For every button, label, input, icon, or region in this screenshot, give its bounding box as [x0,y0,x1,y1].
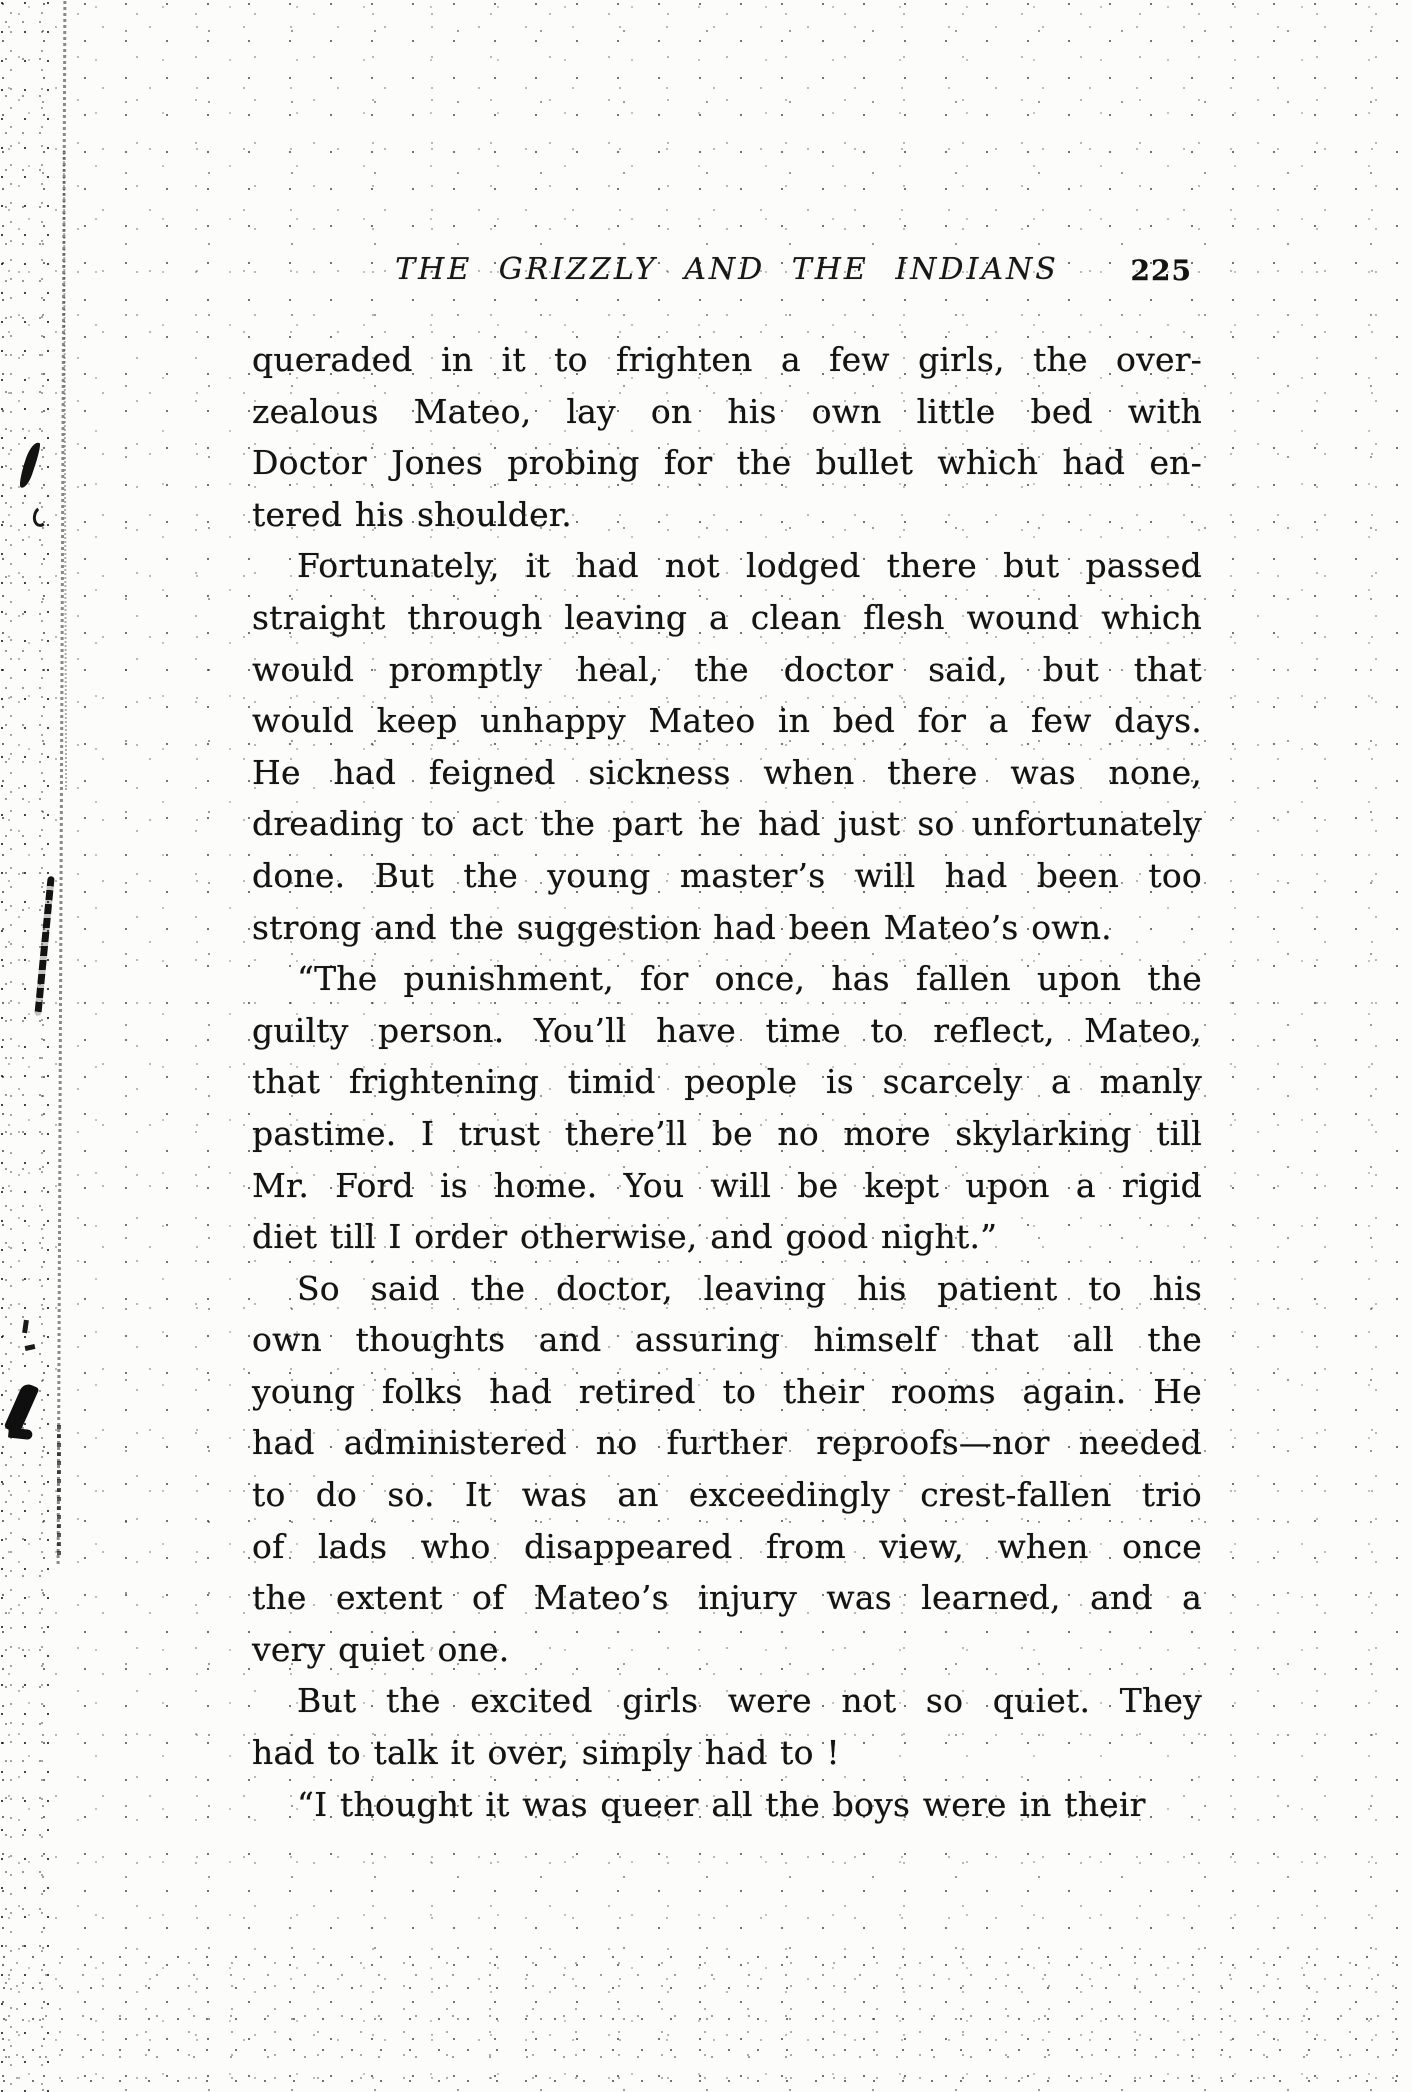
text-line: But the excited girls were not so quiet. They [297,1681,1202,1721]
text-line: done. But the young master’s will had been too [252,855,1202,895]
running-title: THE GRIZZLY AND THE INDIANS [395,252,1059,287]
text-line: Fortunately, it had not lodged there but passed [297,546,1202,586]
text-line: that frightening timid people is scarcely a manly [252,1062,1202,1102]
text-line: would promptly heal, the doctor said, but that [252,649,1202,689]
text-line: Mr. Ford is home. You will be kept upon a rigid [252,1165,1202,1205]
scan-noise-bottom-edge [0,1952,1412,2092]
text-line: zealous Mateo, lay on his own little bed with [252,391,1202,431]
text-line: would keep unhappy Mateo in bed for a few days. [252,701,1202,741]
body-text-block [252,334,1202,1830]
binding-dotted-line-dense [57,1425,61,1560]
text-line: queraded in it to frighten a few girls, the over- [252,340,1202,379]
text-line: the extent of Mateo’s injury was learned, and a [252,1578,1202,1618]
text-line: guilty person. You’ll have time to reflect, Mateo, [252,1010,1202,1050]
text-line: very quiet one. [252,1629,510,1669]
text-line: strong and the suggestion had been Mateo’s own. [252,907,1112,947]
text-line: tered his shoulder. [252,494,572,534]
text-line: young folks had retired to their rooms again. He [252,1371,1202,1411]
page-number: 225 [1130,254,1192,287]
text-line: had to talk it over, simply had to ! [252,1733,840,1773]
text-line: had administered no further reproofs—nor needed [252,1423,1202,1463]
text-line: So said the doctor, leaving his patient to his [297,1268,1202,1308]
text-line: “I thought it was queer all the boys were in their [297,1784,1146,1824]
text-line: pastime. I trust there’ll be no more skylarking till [252,1113,1202,1153]
text-line: of lads who disappeared from view, when once [252,1526,1202,1566]
text-line: own thoughts and assuring himself that all the [252,1320,1202,1360]
scan-noise-left-edge [0,0,54,2092]
text-line: “The punishment, for once, has fallen upon the [297,959,1202,999]
text-line: to do so. It was an exceedingly crest-fallen trio [252,1475,1202,1515]
binding-dotted-line-faint [63,150,67,790]
text-line: He had feigned sickness when there was none, [252,752,1202,792]
text-line: dreading to act the part he had just so unfortunately [252,804,1202,844]
text-line: straight through leaving a clean flesh wound which [252,597,1202,637]
page-header [252,250,1202,294]
text-line: diet till I order otherwise, and good night.” [252,1217,998,1257]
text-line: Doctor Jones probing for the bullet which had en- [252,443,1202,483]
